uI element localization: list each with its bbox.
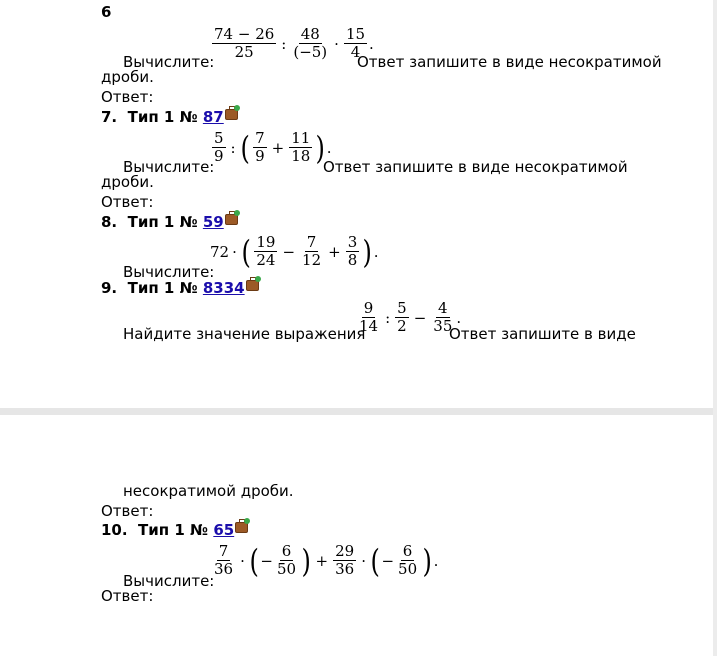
denominator: 50 <box>276 560 297 578</box>
dot-operator: · <box>361 551 366 570</box>
left-paren: ( <box>370 541 380 580</box>
period: . <box>373 242 379 261</box>
period: . <box>456 308 462 327</box>
fraction <box>396 543 419 578</box>
fraction <box>212 130 226 165</box>
numerator: 7 <box>255 129 265 147</box>
problem-7-answer-label: Ответ: <box>101 193 154 211</box>
problem-type-label: Тип 1 № <box>127 213 198 231</box>
problem-9-instruction-wrap: несократимой дроби. <box>123 482 294 500</box>
plus-operator: + <box>328 242 341 261</box>
dot-operator: · <box>232 242 237 261</box>
period: . <box>326 138 332 157</box>
fraction <box>212 543 235 578</box>
denominator: 18 <box>291 147 311 165</box>
problem-9-number: 9. <box>101 279 118 297</box>
colon-operator: : <box>385 308 391 327</box>
denominator: 14 <box>359 317 379 335</box>
left-paren: ( <box>240 128 250 167</box>
fraction <box>333 543 356 578</box>
coefficient: 72 <box>210 242 230 261</box>
numerator: 3 <box>347 233 358 251</box>
fraction <box>357 300 380 335</box>
problem-9-answer-label: Ответ: <box>101 502 154 520</box>
fraction <box>291 26 329 61</box>
problem-type-label: Тип 1 № <box>127 108 198 126</box>
numerator: 9 <box>363 299 374 317</box>
problem-10-number: 10. <box>101 521 128 539</box>
right-paren: ) <box>315 128 326 167</box>
fraction <box>289 130 312 165</box>
colon-operator: : <box>281 34 287 53</box>
briefcase-icon[interactable] <box>225 214 238 225</box>
denominator: 24 <box>256 251 276 269</box>
period: . <box>433 551 439 570</box>
problem-6-instruction-wrap: дроби. <box>101 68 154 86</box>
right-paren: ) <box>362 232 373 271</box>
denominator: 9 <box>214 147 224 165</box>
problem-8-expression <box>210 234 379 269</box>
denominator: 36 <box>335 560 355 578</box>
denominator: 25 <box>234 43 254 61</box>
problem-9-prompt: Найдите значение выражения <box>123 325 366 343</box>
minus-operator: − <box>282 242 296 261</box>
problem-7-link[interactable]: 87 <box>202 108 224 126</box>
problem-9-link[interactable]: 8334 <box>202 279 245 297</box>
denominator: 50 <box>398 560 418 578</box>
problem-7-instruction: Ответ запишите в виде несократимой <box>323 158 628 176</box>
fraction <box>395 300 409 335</box>
denominator: (−5) <box>293 43 328 61</box>
problem-8-prompt: Вычислите: <box>123 263 215 281</box>
colon-operator: : <box>230 138 236 157</box>
denominator: 35 <box>433 317 453 335</box>
denominator: 12 <box>302 251 322 269</box>
problem-6-prompt: Вычислите: <box>123 53 215 71</box>
problem-7-expression <box>210 130 332 165</box>
briefcase-icon[interactable] <box>225 109 238 120</box>
plus-operator: + <box>271 138 285 157</box>
problem-7-instruction-wrap: дроби. <box>101 173 154 191</box>
numerator: 5 <box>397 299 407 317</box>
numerator: 5 <box>214 129 224 147</box>
problem-6-expression <box>210 26 374 61</box>
problem-9-expression <box>355 300 461 335</box>
numerator: 7 <box>306 233 317 251</box>
numerator: 74 − 26 <box>214 25 275 43</box>
numerator: 6 <box>281 542 292 560</box>
problem-8-header <box>101 214 238 231</box>
denominator: 2 <box>397 317 407 335</box>
problem-10-prompt: Вычислите: <box>123 572 215 590</box>
denominator: 9 <box>255 147 265 165</box>
fraction <box>254 234 277 269</box>
problem-6-instruction: Ответ запишите в виде несократимой <box>357 53 662 71</box>
page-break <box>0 408 713 415</box>
fraction <box>212 26 276 61</box>
problem-10-answer-label: Ответ: <box>101 587 154 605</box>
page-bottom <box>0 415 713 656</box>
problem-7-number: 7. <box>101 108 118 126</box>
numerator: 29 <box>335 542 355 560</box>
numerator: 4 <box>438 299 448 317</box>
problem-7-header <box>101 109 238 126</box>
right-edge-shade <box>713 0 717 656</box>
left-paren: ( <box>241 232 251 271</box>
numerator: 15 <box>345 25 366 43</box>
problem-type-label: Тип 1 № <box>138 521 209 539</box>
numerator: 11 <box>291 129 311 147</box>
problem-6-answer-label: Ответ: <box>101 88 154 106</box>
briefcase-icon[interactable] <box>235 522 248 533</box>
period: . <box>369 34 374 53</box>
problem-8-link[interactable]: 59 <box>202 213 224 231</box>
numerator: 6 <box>402 542 413 560</box>
numerator: 19 <box>256 233 276 251</box>
minus-sign: − <box>381 551 395 570</box>
problem-10-expression <box>210 543 438 578</box>
fraction <box>300 234 323 269</box>
problem-8-number: 8. <box>101 213 118 231</box>
numerator: 48 <box>300 25 320 43</box>
fraction <box>253 130 267 165</box>
right-paren: ) <box>301 541 311 580</box>
problem-6-number: 6 <box>101 3 112 21</box>
minus-operator: − <box>413 308 427 327</box>
problem-9-instruction: Ответ запишите в виде <box>449 325 636 343</box>
problem-10-header <box>101 522 248 539</box>
dot-operator: · <box>240 551 245 570</box>
problem-type-label: Тип 1 № <box>127 279 198 297</box>
problem-10-link[interactable]: 65 <box>213 521 235 539</box>
fraction <box>275 543 298 578</box>
denominator: 4 <box>350 43 361 61</box>
minus-sign: − <box>260 551 273 570</box>
plus-operator: + <box>315 551 329 570</box>
fraction <box>346 234 360 269</box>
dot-operator: · <box>334 34 339 53</box>
right-paren: ) <box>422 541 433 580</box>
numerator: 7 <box>218 542 229 560</box>
briefcase-icon[interactable] <box>246 280 259 291</box>
denominator: 36 <box>214 560 234 578</box>
problem-7-prompt: Вычислите: <box>123 158 215 176</box>
left-paren: ( <box>249 541 259 580</box>
problem-9-header <box>101 280 259 297</box>
denominator: 8 <box>347 251 358 269</box>
